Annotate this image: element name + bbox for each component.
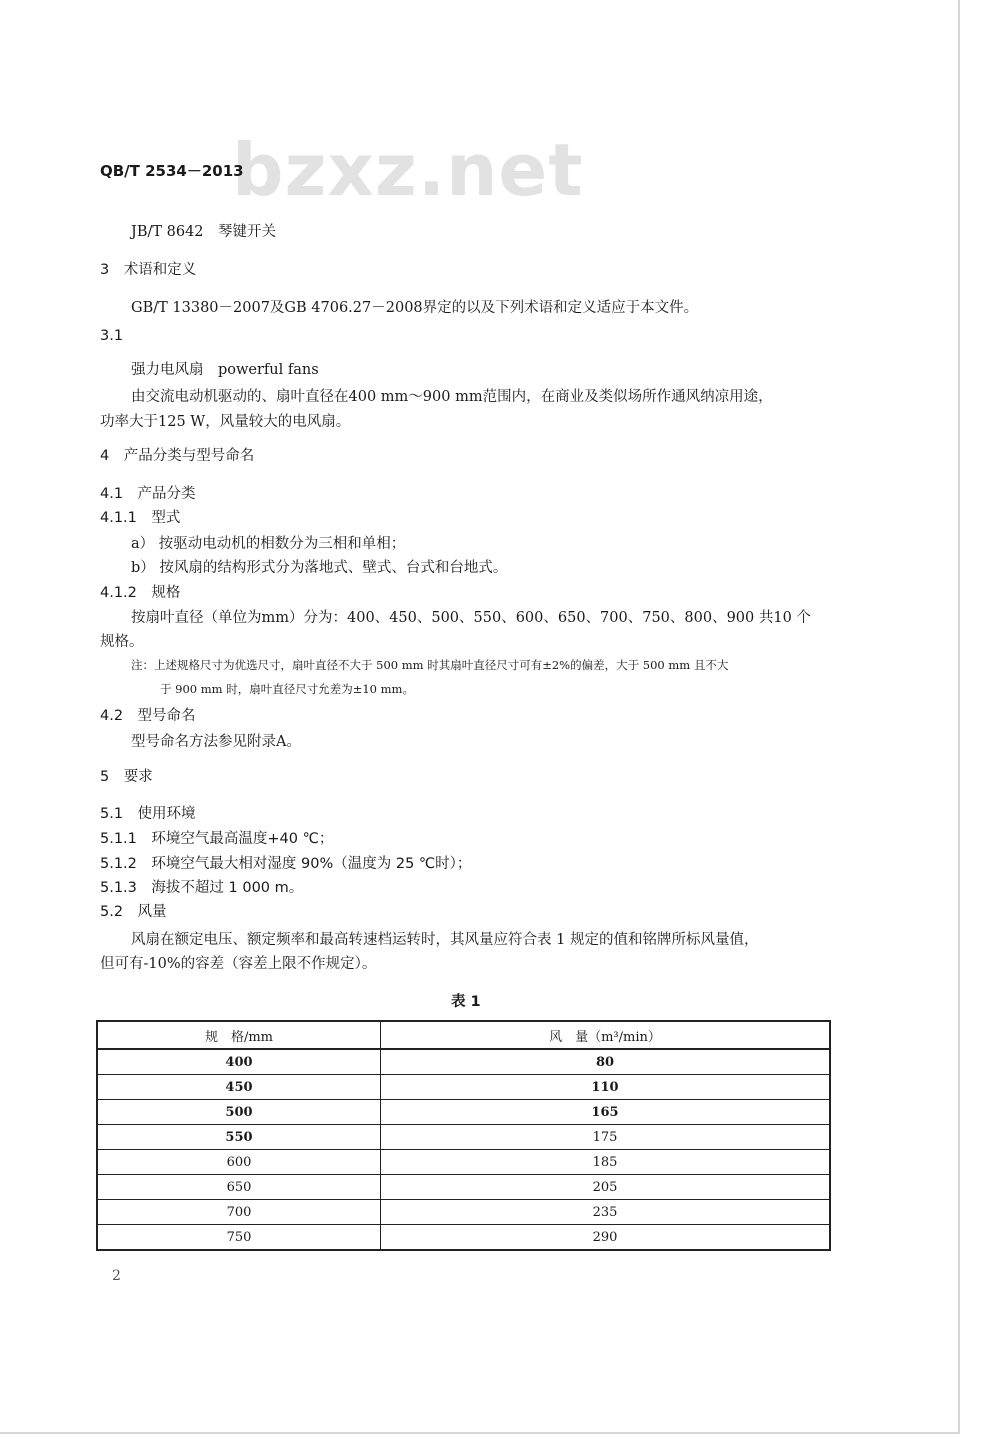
- page-number: 2: [112, 1268, 121, 1284]
- size-cell: 500: [97, 1100, 381, 1125]
- standard-code: QB/T 2534－2013: [100, 162, 244, 180]
- section-5-heading: 5 要求: [100, 769, 153, 785]
- term-definition-line-2: 功率大于125 W，风量较大的电风扇。: [100, 414, 351, 430]
- size-cell: 700: [97, 1200, 381, 1225]
- list-item-b: b） 按风扇的结构形式分为落地式、壁式、台式和台地式。: [131, 560, 508, 576]
- table-row: [97, 1075, 830, 1100]
- clause-4-2-text: 型号命名方法参见附录A。: [131, 734, 301, 750]
- airflow-cell: 290: [381, 1225, 831, 1251]
- airflow-cell: 80: [381, 1049, 831, 1075]
- table-row: [97, 1200, 830, 1225]
- clause-5-1-1: 5.1.1 环境空气最高温度+40 ℃；: [100, 831, 334, 847]
- term-title: 强力电风扇 powerful fans: [131, 362, 319, 378]
- reference-line: JB/T 8642 琴键开关: [131, 224, 277, 240]
- watermark: bzxz.net: [232, 128, 584, 212]
- table-row: [97, 1175, 830, 1200]
- clause-4-1: 4.1 产品分类: [100, 486, 196, 502]
- clause-4-1-1: 4.1.1 型式: [100, 510, 181, 526]
- airflow-cell: 235: [381, 1200, 831, 1225]
- size-cell: 400: [97, 1049, 381, 1075]
- size-cell: 600: [97, 1150, 381, 1175]
- section-3-text: GB/T 13380－2007及GB 4706.27－2008界定的以及下列术语和定义适应于本文件。: [131, 300, 699, 316]
- size-cell: 650: [97, 1175, 381, 1200]
- section-4-heading: 4 产品分类与型号命名: [100, 448, 255, 464]
- table-row: [97, 1100, 830, 1125]
- clause-5-2-text-1: 风扇在额定电压、额定频率和最高转速档运转时，其风量应符合表 1 规定的值和铭牌所标风量值，: [131, 932, 759, 948]
- clause-4-1-2: 4.1.2 规格: [100, 585, 181, 601]
- section-3-heading: 3 术语和定义: [100, 262, 197, 278]
- airflow-cell: 205: [381, 1175, 831, 1200]
- spec-line-1: 按扇叶直径（单位为mm）分为：400、450、500、550、600、650、700、750、800、900 共10 个: [131, 610, 811, 626]
- size-cell: 550: [97, 1125, 381, 1150]
- airflow-table: [96, 1020, 831, 1251]
- term-definition-line-1: 由交流电动机驱动的、扇叶直径在400 mm～900 mm范围内，在商业及类似场所作通风纳凉用途，: [131, 389, 773, 405]
- clause-5-2-text-2: 但可有-10%的容差（容差上限不作规定）。: [100, 956, 377, 972]
- clause-5-1-2: 5.1.2 环境空气最大相对湿度 90%（温度为 25 ℃时）；: [100, 856, 472, 872]
- note-line-2: 于 900 mm 时，扇叶直径尺寸允差为±10 mm。: [160, 682, 414, 696]
- table-row: [97, 1150, 830, 1175]
- table-caption: 表 1: [451, 994, 481, 1010]
- airflow-cell: 110: [381, 1075, 831, 1100]
- clause-5-1: 5.1 使用环境: [100, 806, 196, 822]
- table-row: [97, 1125, 830, 1150]
- table-header-row: [97, 1021, 830, 1049]
- airflow-cell: 185: [381, 1150, 831, 1175]
- column-header-size: 规 格/mm: [97, 1021, 381, 1049]
- spec-line-2: 规格。: [100, 634, 144, 650]
- table-row: [97, 1225, 830, 1251]
- size-cell: 450: [97, 1075, 381, 1100]
- size-cell: 750: [97, 1225, 381, 1251]
- clause-4-2: 4.2 型号命名: [100, 708, 196, 724]
- airflow-cell: 175: [381, 1125, 831, 1150]
- clause-5-2: 5.2 风量: [100, 904, 167, 920]
- table-row: [97, 1049, 830, 1075]
- airflow-cell: 165: [381, 1100, 831, 1125]
- clause-3-1: 3.1: [100, 328, 124, 344]
- clause-5-1-3: 5.1.3 海拔不超过 1 000 m。: [100, 880, 304, 896]
- list-item-a: a） 按驱动电动机的相数分为三相和单相；: [131, 536, 406, 552]
- note-line-1: 注：上述规格尺寸为优选尺寸，扇叶直径不大于 500 mm 时其扇叶直径尺寸可有±2%的偏差，大于 500 mm 且不大: [131, 658, 729, 672]
- column-header-airflow: 风 量（m³/min）: [381, 1021, 831, 1049]
